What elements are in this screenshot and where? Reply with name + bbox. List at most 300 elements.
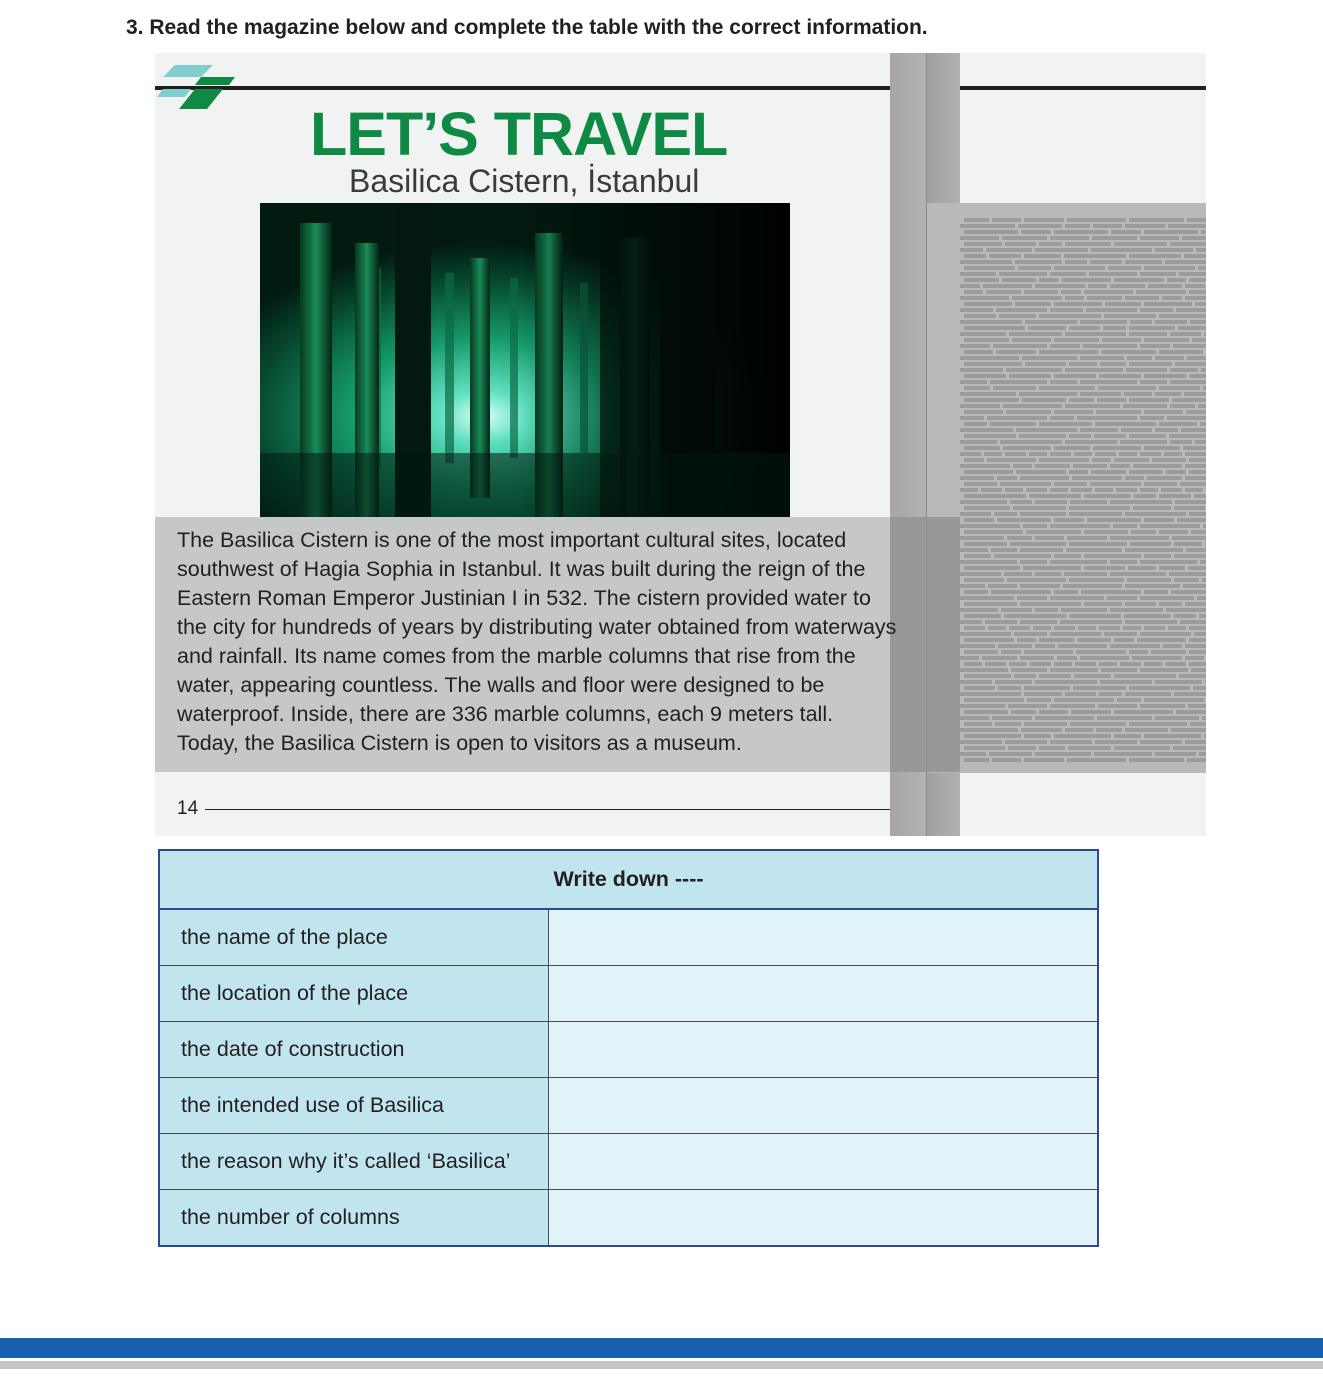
placeholder-text-line [1162, 296, 1182, 300]
placeholder-text-line [1095, 422, 1156, 426]
placeholder-text-line [960, 572, 1001, 576]
placeholder-text-line [1190, 722, 1206, 726]
placeholder-text-line [1002, 278, 1036, 282]
page-number: 14 [177, 798, 199, 819]
placeholder-text-line [1201, 368, 1206, 372]
placeholder-text-line [1132, 656, 1182, 660]
placeholder-text-line [1102, 338, 1141, 342]
placeholder-text-line [1125, 584, 1180, 588]
answer-cell[interactable] [549, 1078, 1099, 1134]
placeholder-text-line [1065, 332, 1126, 336]
placeholder-text-line [1114, 278, 1164, 282]
placeholder-text-line [1090, 482, 1141, 486]
placeholder-text-line [1140, 380, 1167, 384]
placeholder-text-line [1189, 374, 1206, 378]
placeholder-text-line [960, 728, 1018, 732]
placeholder-text-line [1020, 584, 1060, 588]
placeholder-text-line [1069, 542, 1127, 546]
placeholder-text-line [1186, 410, 1206, 414]
row-label: the intended use of Basilica [159, 1078, 549, 1134]
placeholder-text-line [1095, 452, 1116, 456]
placeholder-text-line [1015, 260, 1062, 264]
placeholder-text-line [1009, 662, 1027, 666]
placeholder-text-line [1125, 620, 1177, 624]
placeholder-text-line [1121, 428, 1152, 432]
placeholder-text-line [964, 254, 986, 258]
placeholder-text-line [1155, 752, 1196, 756]
placeholder-text-line [1140, 236, 1179, 240]
exercise-instruction: 3. Read the magazine below and complete the table with the correct information. [126, 16, 928, 39]
placeholder-text-line [964, 458, 984, 462]
placeholder-text-line [1015, 302, 1051, 306]
answer-cell[interactable] [549, 1190, 1099, 1247]
placeholder-text-line [984, 452, 1002, 456]
placeholder-text-line [1061, 290, 1081, 294]
placeholder-text-line [1023, 524, 1047, 528]
placeholder-text-line [1159, 422, 1197, 426]
placeholder-text-line [991, 548, 1017, 552]
placeholder-text-line [1007, 578, 1066, 582]
placeholder-text-line [1194, 494, 1206, 498]
placeholder-text-line [1012, 296, 1062, 300]
magazine-page [155, 53, 1206, 836]
placeholder-text-line [1092, 236, 1137, 240]
placeholder-text-line [1110, 572, 1166, 576]
placeholder-text-line [989, 254, 1021, 258]
placeholder-text-line [996, 350, 1036, 354]
placeholder-text-line [960, 308, 993, 312]
placeholder-text-line [1054, 698, 1114, 702]
placeholder-text-line [1004, 572, 1032, 576]
placeholder-text-line [1179, 272, 1206, 276]
placeholder-text-line [964, 734, 1021, 738]
placeholder-text-line [1140, 524, 1200, 528]
placeholder-text-line [1026, 488, 1047, 492]
placeholder-text-line [960, 332, 1006, 336]
placeholder-text-line [1050, 524, 1110, 528]
placeholder-text-line [1114, 242, 1167, 246]
placeholder-text-line [1144, 302, 1192, 306]
placeholder-text-line [1024, 254, 1061, 258]
placeholder-text-line [1177, 518, 1206, 522]
placeholder-text-line [1202, 716, 1206, 720]
placeholder-text-line [1029, 494, 1081, 498]
placeholder-text-line [1050, 272, 1086, 276]
placeholder-text-line [1101, 668, 1137, 672]
placeholder-text-line [1129, 218, 1184, 222]
placeholder-text-line [1012, 338, 1051, 342]
placeholder-text-line [1127, 578, 1171, 582]
placeholder-text-line [964, 590, 988, 594]
placeholder-text-line [1065, 728, 1093, 732]
placeholder-text-line [1054, 734, 1111, 738]
placeholder-text-line [960, 680, 992, 684]
placeholder-text-line [1186, 548, 1206, 552]
placeholder-text-line [993, 386, 1036, 390]
placeholder-text-line [1189, 638, 1206, 642]
placeholder-text-line [1125, 602, 1156, 606]
placeholder-text-line [960, 296, 1009, 300]
placeholder-text-line [1080, 428, 1118, 432]
placeholder-text-line [1167, 278, 1186, 282]
placeholder-text-line [964, 350, 993, 354]
placeholder-text-line [960, 248, 983, 252]
placeholder-text-line [960, 548, 988, 552]
placeholder-text-line [1125, 692, 1171, 696]
placeholder-text-line [1172, 398, 1206, 402]
placeholder-text-line [1016, 470, 1066, 474]
placeholder-text-line [1024, 686, 1070, 690]
placeholder-text-line [1189, 290, 1206, 294]
placeholder-text-line [1189, 278, 1206, 282]
placeholder-text-line [1134, 494, 1156, 498]
placeholder-text-line [964, 338, 1009, 342]
placeholder-text-line [1174, 692, 1206, 696]
placeholder-text-line [1197, 596, 1206, 600]
placeholder-text-line [1192, 338, 1206, 342]
placeholder-text-line [1065, 242, 1111, 246]
placeholder-text-line [960, 512, 991, 516]
placeholder-text-line [1193, 686, 1206, 690]
placeholder-text-line [1152, 458, 1186, 462]
placeholder-text-line [964, 362, 1022, 366]
placeholder-text-line [1050, 740, 1092, 744]
placeholder-text-line [964, 530, 1023, 534]
placeholder-text-line [1020, 656, 1054, 660]
placeholder-text-line [1003, 404, 1062, 408]
placeholder-text-line [1058, 644, 1107, 648]
placeholder-text-line [1185, 644, 1206, 648]
placeholder-text-line [1060, 620, 1122, 624]
placeholder-text-line [1129, 722, 1187, 726]
placeholder-text-line [960, 272, 996, 276]
placeholder-text-line [1189, 470, 1206, 474]
placeholder-text-line [1170, 368, 1198, 372]
placeholder-text-line [1021, 230, 1051, 234]
placeholder-text-line [964, 410, 1003, 414]
placeholder-text-line [1054, 662, 1072, 666]
placeholder-text-line [1050, 704, 1095, 708]
placeholder-text-line [1144, 338, 1189, 342]
placeholder-text-line [1189, 650, 1206, 654]
placeholder-text-line [1028, 326, 1066, 330]
placeholder-text-line [1005, 488, 1023, 492]
placeholder-text-line [1065, 692, 1096, 696]
placeholder-text-line [1076, 650, 1126, 654]
placeholder-text-line [1129, 434, 1166, 438]
placeholder-text-line [1067, 536, 1107, 540]
placeholder-text-line [960, 692, 1021, 696]
placeholder-text-line [1071, 710, 1111, 714]
placeholder-text-line [995, 680, 1032, 684]
placeholder-text-line [1174, 542, 1202, 546]
placeholder-text-line [1080, 392, 1121, 396]
placeholder-text-line [1155, 428, 1178, 432]
placeholder-text-line [1065, 260, 1087, 264]
placeholder-text-line [1024, 218, 1064, 222]
placeholder-text-line [985, 662, 1006, 666]
placeholder-text-line [1018, 224, 1062, 228]
placeholder-text-line [1164, 452, 1182, 456]
row-label: the number of columns [159, 1190, 549, 1247]
placeholder-text-line [1205, 680, 1206, 684]
placeholder-text-line [1114, 458, 1149, 462]
placeholder-text-line [1097, 716, 1152, 720]
placeholder-text-line [1199, 614, 1206, 618]
placeholder-text-line [1030, 662, 1051, 666]
placeholder-text-line [1176, 710, 1206, 714]
placeholder-text-line [1204, 332, 1206, 336]
placeholder-text-line [1080, 380, 1137, 384]
placeholder-text-line [1185, 656, 1204, 660]
placeholder-text-line [1140, 416, 1164, 420]
answer-cell[interactable] [549, 966, 1099, 1022]
placeholder-text-line [1199, 752, 1206, 756]
placeholder-text-line [1091, 248, 1152, 252]
placeholder-text-line [1201, 230, 1206, 234]
placeholder-text-line [1099, 692, 1122, 696]
placeholder-text-line [960, 404, 1000, 408]
article-body: The Basilica Cistern is one of the most important cultural sites, located southwest of Hagia Sophia in Istanbul. It was built during the reign of the Eastern Roman Emperor Justinian I in 532. The cistern provided water to the city for hundreds of years by distributing water obtained from waterways and rainfall. Its name comes from the marble columns that rise from the water, appearing countless. The walls and floor were designed to be waterproof. Inside, there are 336 marble columns, each 9 meters tall. Today, the Basilica Cistern is open to visitors as a museum. [177, 528, 897, 755]
placeholder-text-line [1173, 746, 1206, 750]
placeholder-text-line [1130, 542, 1171, 546]
placeholder-text-line [992, 758, 1021, 762]
placeholder-text-line [1039, 350, 1098, 354]
placeholder-text-line [1196, 248, 1206, 252]
placeholder-text-line [1108, 266, 1141, 270]
placeholder-text-line [1054, 554, 1081, 558]
placeholder-text-line [1054, 410, 1093, 414]
magazine-logo-icon [157, 63, 237, 113]
placeholder-text-line [1187, 218, 1206, 222]
placeholder-text-line [1008, 746, 1036, 750]
placeholder-text-line [964, 758, 989, 762]
placeholder-text-line [960, 608, 998, 612]
placeholder-text-line [1195, 440, 1206, 444]
placeholder-text-line [1159, 314, 1206, 318]
placeholder-text-line [997, 518, 1051, 522]
placeholder-text-line [1140, 308, 1173, 312]
placeholder-text-line [960, 500, 1007, 504]
placeholder-text-line [960, 656, 979, 660]
placeholder-text-line [1050, 596, 1104, 600]
placeholder-text-line [1061, 608, 1107, 612]
placeholder-text-line [1020, 512, 1066, 516]
placeholder-text-line [1020, 476, 1069, 480]
placeholder-text-line [1140, 596, 1194, 600]
placeholder-text-line [1120, 440, 1167, 444]
placeholder-text-line [994, 512, 1017, 516]
placeholder-text-line [1006, 410, 1051, 414]
placeholder-text-line [1183, 584, 1206, 588]
placeholder-text-line [1203, 386, 1206, 390]
placeholder-text-line [1168, 224, 1206, 228]
placeholder-text-line [1070, 722, 1126, 726]
placeholder-text-line [1125, 260, 1162, 264]
placeholder-text-line [1185, 464, 1206, 468]
placeholder-text-line [1018, 266, 1051, 270]
placeholder-text-line [1123, 626, 1141, 630]
placeholder-text-line [960, 596, 1014, 600]
placeholder-text-line [1188, 566, 1206, 570]
footer-stripe [0, 1361, 1323, 1369]
placeholder-text-line [1084, 554, 1141, 558]
placeholder-text-line [1116, 488, 1137, 492]
placeholder-text-line [1179, 674, 1206, 678]
placeholder-text-line [1144, 698, 1204, 702]
placeholder-text-line [1097, 398, 1126, 402]
placeholder-text-line [1093, 224, 1122, 228]
placeholder-text-line [1025, 362, 1066, 366]
placeholder-text-line [1110, 560, 1137, 564]
placeholder-text-line [960, 284, 980, 288]
placeholder-text-line [1185, 602, 1206, 606]
placeholder-text-line [1159, 530, 1188, 534]
placeholder-text-line [1013, 506, 1066, 510]
answer-cell[interactable] [549, 1022, 1099, 1078]
placeholder-text-line [1180, 482, 1206, 486]
placeholder-text-line [1140, 560, 1197, 564]
placeholder-text-line [1189, 626, 1206, 630]
placeholder-text-line [1140, 668, 1188, 672]
footer-bar [0, 1338, 1323, 1358]
placeholder-text-line [1144, 626, 1165, 630]
placeholder-text-line [1069, 362, 1097, 366]
placeholder-text-line [1000, 440, 1062, 444]
placeholder-text-line [1069, 512, 1122, 516]
placeholder-text-line [986, 248, 1032, 252]
placeholder-text-line [1010, 542, 1066, 546]
placeholder-text-line [1090, 260, 1122, 264]
placeholder-text-line [1191, 668, 1206, 672]
placeholder-text-line [960, 260, 1012, 264]
answer-cell[interactable] [549, 1134, 1099, 1190]
placeholder-text-line [1129, 758, 1184, 762]
placeholder-text-line [1039, 422, 1092, 426]
gutter-shadow [890, 517, 960, 772]
placeholder-text-line [1126, 368, 1167, 372]
placeholder-text-line [1069, 398, 1094, 402]
placeholder-text-line [1065, 224, 1090, 228]
placeholder-text-line [1069, 434, 1091, 438]
placeholder-text-line [1024, 758, 1064, 762]
placeholder-text-line [1020, 602, 1081, 606]
placeholder-text-line [1191, 530, 1206, 534]
placeholder-text-line [1007, 536, 1032, 540]
placeholder-text-line [1147, 476, 1182, 480]
placeholder-text-line [1099, 662, 1117, 666]
placeholder-text-line [1200, 560, 1206, 564]
placeholder-text-line [1077, 638, 1111, 642]
placeholder-text-line [1159, 602, 1182, 606]
placeholder-text-line [1073, 464, 1107, 468]
placeholder-text-line [1022, 398, 1066, 402]
placeholder-text-line [960, 632, 1011, 636]
row-label: the reason why it’s called ‘Basilica’ [159, 1134, 549, 1190]
placeholder-text-line [1174, 614, 1196, 618]
placeholder-text-line [1050, 236, 1089, 240]
placeholder-text-line [1029, 452, 1047, 456]
placeholder-text-line [1035, 248, 1088, 252]
placeholder-text-line [1114, 710, 1173, 714]
placeholder-text-line [1194, 632, 1206, 636]
placeholder-text-line [1184, 392, 1206, 396]
placeholder-text-line [1026, 530, 1081, 534]
placeholder-text-line [1119, 452, 1137, 456]
placeholder-text-line [960, 488, 978, 492]
placeholder-text-line [1159, 386, 1200, 390]
placeholder-text-line [1054, 482, 1087, 486]
placeholder-text-line [1035, 716, 1094, 720]
placeholder-text-line [991, 590, 1051, 594]
placeholder-text-line [964, 638, 1014, 642]
placeholder-text-line [1050, 632, 1101, 636]
placeholder-text-line [964, 434, 1016, 438]
placeholder-text-line [1166, 470, 1186, 474]
placeholder-text-line [1155, 248, 1193, 252]
placeholder-text-line [992, 716, 1032, 720]
placeholder-text-line [1064, 572, 1107, 576]
placeholder-text-line [1110, 284, 1145, 288]
placeholder-text-line [1014, 674, 1036, 678]
placeholder-text-line [1203, 524, 1206, 528]
placeholder-text-line [1074, 674, 1111, 678]
placeholder-text-line [995, 722, 1021, 726]
placeholder-text-line [1171, 590, 1206, 594]
table-row [159, 909, 1098, 966]
placeholder-text-line [1187, 356, 1206, 360]
placeholder-text-line [1159, 566, 1185, 570]
placeholder-text-line [1128, 566, 1156, 570]
placeholder-text-line [983, 284, 1032, 288]
placeholder-text-line [1173, 344, 1206, 348]
answer-cell[interactable] [549, 909, 1099, 966]
placeholder-text-line [1204, 734, 1206, 738]
placeholder-text-line [1035, 464, 1070, 468]
placeholder-text-line [1002, 236, 1047, 240]
placeholder-text-line [1198, 404, 1206, 408]
placeholder-text-line [1081, 590, 1141, 594]
placeholder-text-line [1195, 302, 1206, 306]
placeholder-text-line [981, 488, 1002, 492]
placeholder-text-line [1024, 692, 1062, 696]
placeholder-text-line [1165, 260, 1206, 264]
placeholder-text-line [960, 476, 994, 480]
placeholder-text-line [1035, 644, 1055, 648]
placeholder-text-line [1125, 512, 1186, 516]
placeholder-text-line [1144, 230, 1198, 234]
placeholder-text-line [1050, 488, 1068, 492]
placeholder-text-line [964, 566, 1020, 570]
placeholder-text-line [1035, 680, 1097, 684]
placeholder-text-line [988, 584, 1017, 588]
placeholder-text-line [1087, 296, 1122, 300]
placeholder-text-line [964, 686, 995, 690]
placeholder-text-line [1170, 380, 1206, 384]
placeholder-text-line [1024, 722, 1067, 726]
placeholder-text-line [1180, 620, 1206, 624]
placeholder-text-line [1010, 500, 1032, 504]
placeholder-text-line [1187, 758, 1206, 762]
placeholder-text-line [964, 494, 1026, 498]
placeholder-text-line [1110, 500, 1172, 504]
placeholder-text-line [1080, 356, 1124, 360]
placeholder-text-line [1178, 326, 1206, 330]
placeholder-text-line [1024, 650, 1073, 654]
placeholder-text-line [964, 626, 985, 630]
placeholder-text-line [1100, 362, 1126, 366]
placeholder-text-line [1087, 518, 1141, 522]
